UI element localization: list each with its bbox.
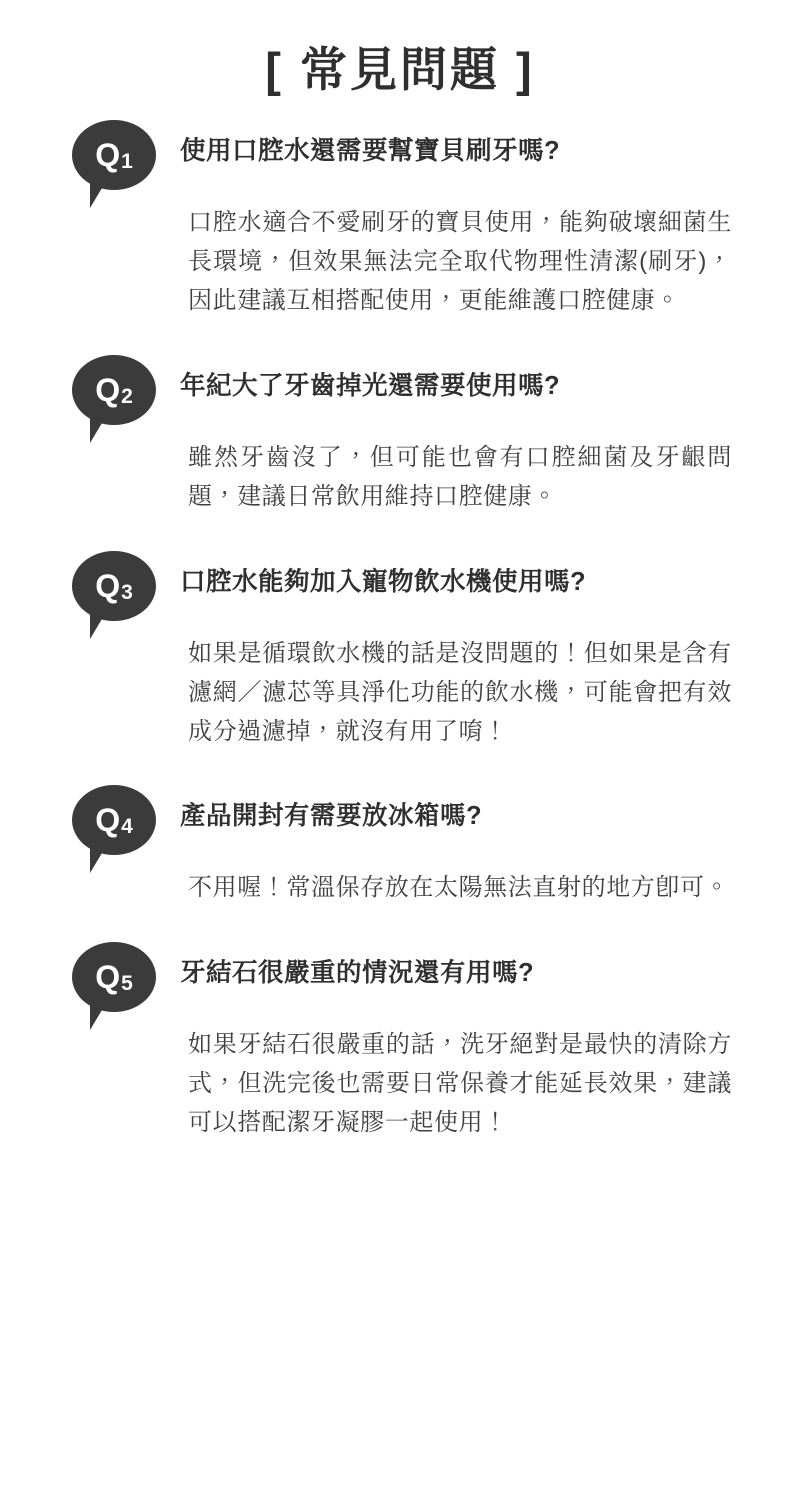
faq-item — [60, 120, 740, 321]
question-badge — [72, 551, 156, 621]
answer-text: 如果是循環飲水機的話是沒問題的！但如果是含有濾網／濾芯等具淨化功能的飲水機，可能會把有效成分過濾掉，就沒有用了唷！ — [188, 639, 732, 745]
page-title: [ 常見問題 ] — [265, 43, 535, 96]
faq-item-header — [60, 551, 740, 627]
question-badge — [72, 120, 156, 190]
faq-item-header — [60, 785, 740, 861]
question-badge-number: 2 — [121, 385, 133, 409]
question-text: 牙結石很嚴重的情況還有用嗎? — [180, 959, 535, 988]
question-badge — [72, 785, 156, 855]
question-text: 產品開封有需要放冰箱嗎? — [180, 802, 483, 831]
question-badge-letter: Q — [95, 959, 121, 996]
question-badge — [72, 355, 156, 425]
answer-text: 不用喔！常溫保存放在太陽無法直射的地方卽可。 — [188, 874, 730, 902]
question-badge-number: 4 — [121, 815, 133, 839]
faq-item — [60, 355, 740, 517]
answer-text: 如果牙結石很嚴重的話，洗牙絕對是最快的清除方式，但洗完後也需要日常保養才能延長效果，建議可以搭配潔牙凝膠一起使用！ — [188, 1031, 732, 1137]
question-badge-letter: Q — [95, 137, 121, 174]
faq-item-header — [60, 942, 740, 1018]
faq-list — [60, 120, 740, 1143]
answer-text: 口腔水適合不愛刷牙的寶貝使用，能夠破壞細菌生長環境，但效果無法完全取代物理性清潔(刷牙)，因此建議互相搭配使用，更能維護口腔健康。 — [188, 209, 732, 315]
faq-item — [60, 785, 740, 908]
question-badge-number: 5 — [121, 972, 133, 996]
faq-item-header — [60, 355, 740, 431]
question-text: 口腔水能夠加入寵物飲水機使用嗎? — [180, 567, 587, 596]
question-badge-number: 3 — [121, 580, 133, 604]
question-badge-number: 1 — [121, 150, 133, 174]
faq-item — [60, 551, 740, 752]
question-badge-letter: Q — [95, 802, 121, 839]
question-badge — [72, 942, 156, 1012]
faq-item — [60, 942, 740, 1143]
question-text: 年紀大了牙齒掉光還需要使用嗎? — [180, 372, 561, 401]
question-badge-letter: Q — [95, 567, 121, 604]
faq-item-header — [60, 120, 740, 196]
answer-text: 雖然牙齒沒了，但可能也會有口腔細菌及牙齦問題，建議日常飲用維持口腔健康。 — [188, 444, 732, 510]
question-badge-letter: Q — [95, 372, 121, 409]
question-text: 使用口腔水還需要幫寶貝刷牙嗎? — [180, 137, 561, 166]
